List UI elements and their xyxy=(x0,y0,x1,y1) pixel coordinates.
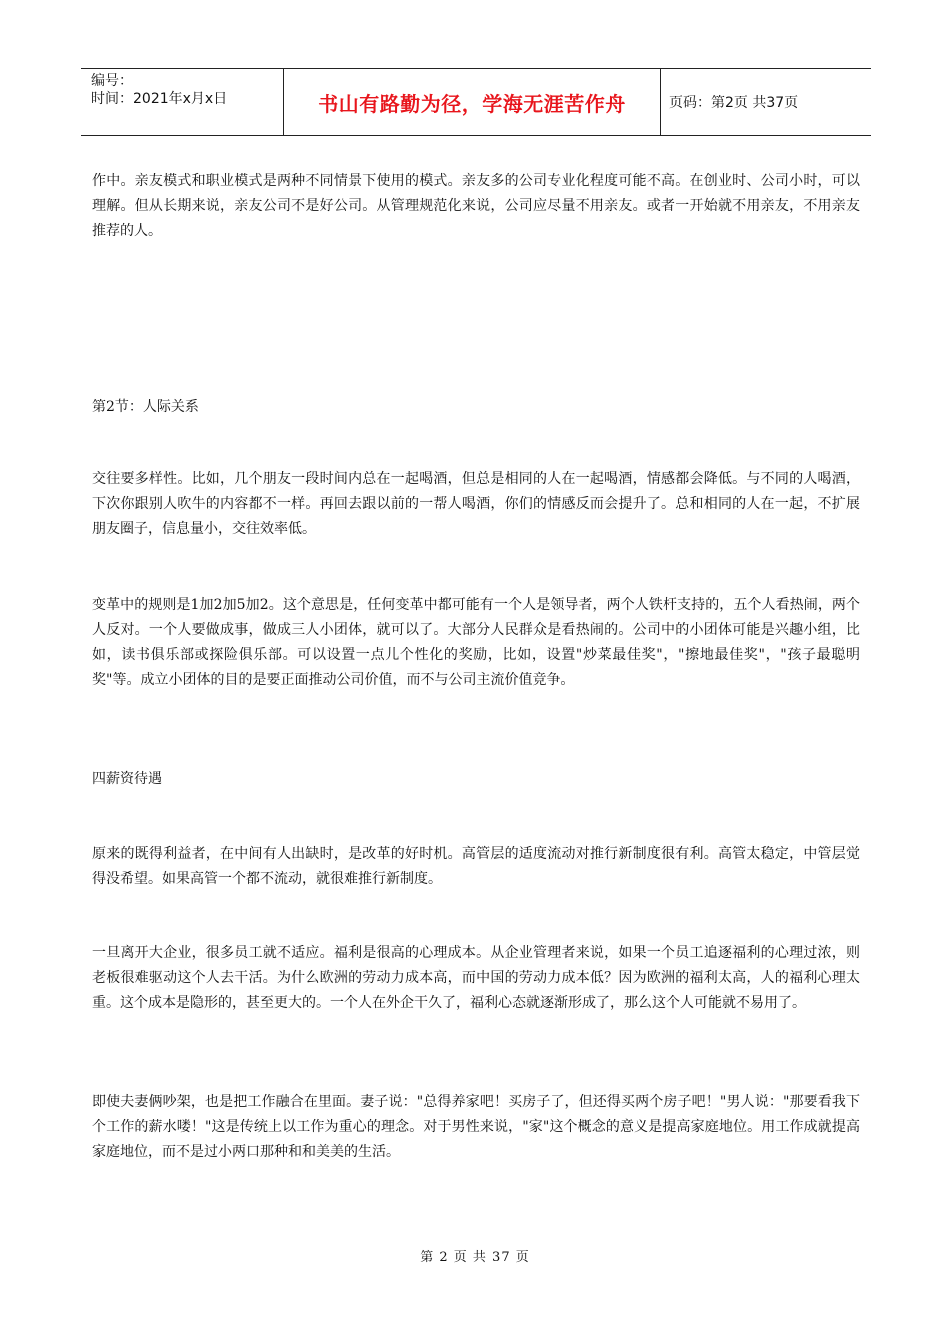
section-heading-2: 第2节：人际关系 xyxy=(92,399,199,415)
document-date: 时间：2021年x月x日 xyxy=(91,91,228,107)
paragraph-1: 作中。亲友模式和职业模式是两种不同情景下使用的模式。亲友多的公司专业化程度可能不高。在创业时、公司小时，可以理解。但从长期来说，亲友公司不是好公司。从管理规范化来说，公司应尽量不用亲友。或者一开始就不用亲友，不用亲友推荐的人。 xyxy=(92,173,860,239)
paragraph-5: 一旦离开大企业，很多员工就不适应。福利是很高的心理成本。从企业管理者来说，如果一个员工追逐福利的心理过浓，则老板很难驱动这个人去干活。为什么欧洲的劳动力成本高，而中国的劳动力成本低？因为欧洲的福利太高，人的福利心理太重。这个成本是隐形的，甚至更大的。一个人在外企干久了，福利心态就逐渐形成了，那么这个人可能就不易用了。 xyxy=(92,945,860,1011)
section-heading-4: 四薪资待遇 xyxy=(92,771,162,787)
page-footer: 第 2 页 共 37 页 xyxy=(420,1250,530,1265)
document-header xyxy=(81,68,871,136)
paragraph-2: 交往要多样性。比如，几个朋友一段时间内总在一起喝酒，但总是相同的人在一起喝酒，情感都会降低。与不同的人喝酒，下次你跟别人吹牛的内容都不一样。再回去跟以前的一帮人喝酒，你们的情感反而会提升了。总和相同的人在一起，不扩展朋友圈子，信息量小，交往效率低。 xyxy=(92,471,860,537)
paragraph-3: 变革中的规则是1加2加5加2。这个意思是，任何变革中都可能有一个人是领导者，两个人铁杆支持的，五个人看热闹，两个人反对。一个人要做成事，做成三人小团体，就可以了。大部分人民群众是看热闹的。公司中的小团体可能是兴趣小组，比如，读书俱乐部或探险俱乐部。可以设置一点儿个性化的奖励，比如，设置"炒菜最佳奖"，"擦地最佳奖"，"孩子最聪明奖"等。成立小团体的目的是要正面推动公司价值，而不与公司主流价值竞争。 xyxy=(92,597,860,688)
header-motto: 书山有路勤为径，学海无涯苦作舟 xyxy=(283,69,661,135)
header-page-info: 页码：第2页 共37页 xyxy=(669,95,799,111)
paragraph-6: 即使夫妻俩吵架，也是把工作融合在里面。妻子说："总得养家吧！买房子了，但还得买两个房子吧！"男人说："那要看我下个工作的薪水喽！"这是传统上以工作为重心的理念。对于男性来说，"家"这个概念的意义是提高家庭地位。用工作成就提高家庭地位，而不是过小两口那种和和美美的生活。 xyxy=(92,1094,860,1160)
paragraph-4: 原来的既得利益者，在中间有人出缺时，是改革的好时机。高管层的适度流动对推行新制度很有利。高管太稳定，中管层觉得没希望。如果高管一个都不流动，就很难推行新制度。 xyxy=(92,846,860,887)
document-number-label: 编号： xyxy=(91,73,133,89)
header-meta xyxy=(81,69,283,135)
